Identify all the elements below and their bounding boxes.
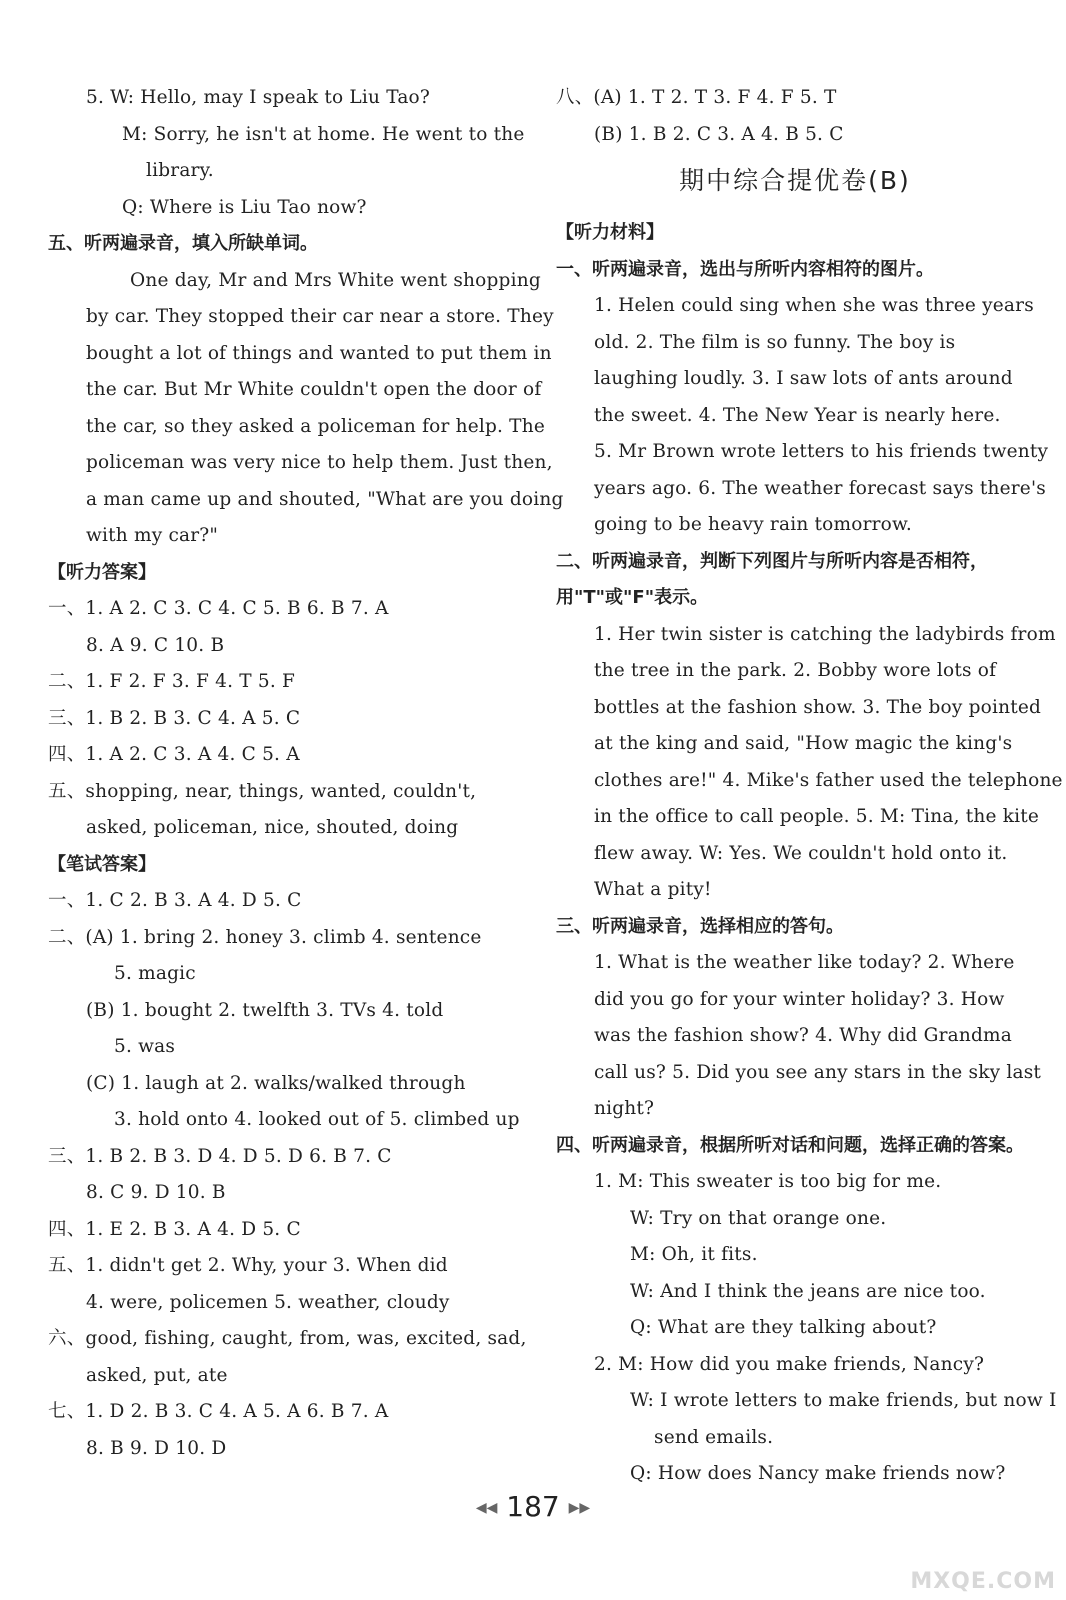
text-line: 八、(A) 1. T 2. T 3. F 4. F 5. T [556, 87, 837, 108]
text-line: Q: How does Nancy make friends now? [630, 1463, 1006, 1484]
right-column [556, 80, 1063, 1493]
section-heading: 二、听两遍录音，判断下列图片与所听内容是否相符， [556, 550, 988, 572]
section-heading: 三、听两遍录音，选择相应的答句。 [556, 915, 844, 937]
text-line: 5. W: Hello, may I speak to Liu Tao? [86, 87, 431, 108]
exam-title: 期中综合提优卷(B) [679, 166, 911, 195]
text-line: years ago. 6. The weather forecast says there's [594, 477, 1046, 499]
page-number [0, 1490, 1066, 1523]
text-line: Q: Where is Liu Tao now? [122, 196, 367, 218]
text-line: the car, so they asked a policeman for help. The [86, 415, 545, 437]
text-line: 五、shopping, near, things, wanted, couldn't, [48, 780, 477, 802]
text-line: in the office to call people. 5. M: Tina, the kite [594, 806, 1040, 827]
text-line: old. 2. The film is so funny. The boy is [594, 331, 956, 353]
text-line: W: And I think the jeans are nice too. [630, 1280, 986, 1302]
text-line: laughing loudly. 3. I saw lots of ants around [594, 368, 1013, 389]
text-line: 1. M: This sweater is too big for me. [594, 1171, 942, 1192]
text-line: 四、1. A 2. C 3. A 4. C 5. A [48, 744, 300, 765]
section-heading: 【笔试答案】 [48, 853, 156, 875]
text-line: 8. A 9. C 10. B [86, 634, 225, 656]
text-line: night? [594, 1098, 655, 1119]
text-line: 3. hold onto 4. looked out of 5. climbed up [114, 1109, 520, 1130]
text-line: library. [146, 160, 214, 181]
text-line: 5. magic [114, 963, 196, 984]
text-line: 4. were, policemen 5. weather, cloudy [86, 1291, 450, 1313]
text-line: 1. Helen could sing when she was three years [594, 295, 1034, 316]
section-heading: 五、听两遍录音，填入所缺单词。 [48, 233, 318, 254]
text-line: 5. Mr Brown wrote letters to his friends twenty [594, 441, 1049, 462]
section-heading: 【听力答案】 [48, 561, 156, 583]
text-line: call us? 5. Did you see any stars in the sky last [594, 1061, 1042, 1083]
text-line: the sweet. 4. The New Year is nearly here. [594, 404, 1001, 426]
text-line: was the fashion show? 4. Why did Grandma [594, 1025, 1012, 1046]
left-column [48, 80, 564, 1467]
text-line: 2. M: How did you make friends, Nancy? [594, 1353, 985, 1375]
text-line: M: Sorry, he isn't at home. He went to the [122, 123, 525, 145]
text-line: 1. What is the weather like today? 2. Where [594, 952, 1015, 973]
text-line: bottles at the fashion show. 3. The boy pointed [594, 696, 1042, 718]
text-line: with my car?" [86, 525, 219, 546]
text-line: a man came up and shouted, "What are you doing [86, 488, 564, 510]
text-line: at the king and said, "How magic the king's [594, 733, 1013, 754]
text-line: 七、1. D 2. B 3. C 4. A 5. A 6. B 7. A [48, 1401, 389, 1422]
text-line: 六、good, fishing, caught, from, was, excited, sad, [48, 1328, 527, 1349]
text-line: 五、1. didn't get 2. Why, your 3. When did [48, 1255, 448, 1276]
section-heading: 用"T"或"F"表示。 [556, 587, 709, 608]
text-line: M: Oh, it fits. [630, 1244, 758, 1265]
text-line: 二、1. F 2. F 3. F 4. T 5. F [48, 671, 296, 692]
text-line: the tree in the park. 2. Bobby wore lots of [594, 660, 997, 681]
text-line: did you go for your winter holiday? 3. How [594, 988, 1005, 1010]
text-line: (C) 1. laugh at 2. walks/walked through [86, 1072, 466, 1094]
page-number-text: 187 [506, 1490, 560, 1523]
section-heading: 一、听两遍录音，选出与所听内容相符的图片。 [556, 258, 934, 280]
text-line: One day, Mr and Mrs White went shopping [130, 269, 541, 291]
section-heading: 【听力材料】 [556, 222, 664, 243]
text-line: 8. C 9. D 10. B [86, 1182, 226, 1203]
text-line: W: Try on that orange one. [630, 1207, 887, 1229]
text-line: (B) 1. bought 2. twelfth 3. TVs 4. told [86, 999, 444, 1021]
text-line: 三、1. B 2. B 3. D 4. D 5. D 6. B 7. C [48, 1145, 392, 1167]
section-heading: 四、听两遍录音，根据所听对话和问题，选择正确的答案。 [556, 1134, 1024, 1156]
text-line: policeman was very nice to help them. Just then, [86, 452, 553, 473]
watermark: MXQE.COM [910, 1569, 1056, 1594]
text-line: 1. Her twin sister is catching the ladybirds from [594, 623, 1056, 645]
text-line: by car. They stopped their car near a store. They [86, 306, 554, 327]
text-line: the car. But Mr White couldn't open the door of [86, 379, 542, 400]
text-line: asked, put, ate [86, 1364, 228, 1386]
text-line: 四、1. E 2. B 3. A 4. D 5. C [48, 1218, 301, 1240]
text-line: W: I wrote letters to make friends, but now I [630, 1390, 1057, 1411]
text-line: going to be heavy rain tomorrow. [594, 514, 912, 535]
text-line: Q: What are they talking about? [630, 1317, 937, 1338]
text-line: 二、(A) 1. bring 2. honey 3. climb 4. sentence [48, 926, 482, 948]
text-line: (B) 1. B 2. C 3. A 4. B 5. C [594, 123, 844, 145]
text-line: send emails. [654, 1426, 774, 1448]
text-line: flew away. W: Yes. We couldn't hold onto it. [594, 842, 1008, 864]
text-line: 一、1. A 2. C 3. C 4. C 5. B 6. B 7. A [48, 598, 389, 619]
text-line: clothes are!" 4. Mike's father used the telephone [594, 769, 1063, 791]
text-line: asked, policeman, nice, shouted, doing [86, 817, 459, 838]
text-line: 三、1. B 2. B 3. C 4. A 5. C [48, 707, 301, 729]
prev-arrows-icon: ◀◀ [475, 1500, 498, 1516]
text-line: 5. was [114, 1036, 176, 1057]
next-arrows-icon: ▶▶ [568, 1500, 591, 1516]
text-line: bought a lot of things and wanted to put them in [86, 342, 552, 364]
text-line: What a pity! [594, 879, 712, 900]
text-line: 一、1. C 2. B 3. A 4. D 5. C [48, 890, 302, 911]
text-line: 8. B 9. D 10. D [86, 1437, 227, 1459]
